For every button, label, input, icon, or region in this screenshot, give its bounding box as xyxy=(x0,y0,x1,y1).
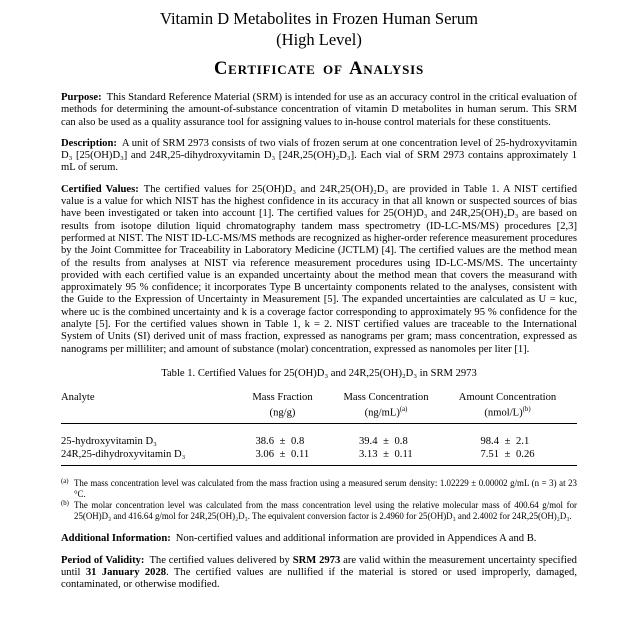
footnote-ref-a: (a) xyxy=(399,406,408,414)
mass-concentration-value: 3.13 ± 0.11 xyxy=(358,449,413,461)
table-body xyxy=(61,424,577,465)
validity-date: 31 January 2028 xyxy=(85,567,167,579)
amount-concentration-value: 7.51 ± 0.26 xyxy=(480,449,535,461)
plus-minus: ± xyxy=(279,449,286,461)
footnote-b-marker: (b) xyxy=(61,500,69,508)
analyte-name: 25-hydroxyvitamin D₃ xyxy=(61,436,157,448)
table-header-row xyxy=(61,392,577,425)
period-of-validity-label: Period of Validity: xyxy=(61,554,145,566)
certified-values-label: Certified Values: xyxy=(61,183,139,195)
footnote-ref-b: (b) xyxy=(522,406,531,414)
mass-concentration-value: 39.4 ± 0.8 xyxy=(358,436,408,448)
srm-number: SRM 2973 xyxy=(292,554,341,566)
table-row xyxy=(61,449,577,462)
mass-fraction-value: 3.06 ± 0.11 xyxy=(255,449,310,461)
table-footnotes xyxy=(61,478,577,523)
period-of-validity-paragraph: Period of Validity: The certified values delivered by SRM 2973 are valid within the measurement uncertainty specified until 31 January 2028. The certified values are nullified if the material is stored or used improperly, damaged, contaminated, or otherwise modified. xyxy=(61,554,577,591)
document-title-line2: (High Level) xyxy=(276,30,362,49)
purpose-label: Purpose: xyxy=(61,92,102,103)
document-title-line1: Vitamin D Metabolites in Frozen Human Serum xyxy=(160,9,478,28)
mass-fraction-value: 38.6 ± 0.8 xyxy=(255,436,305,448)
table-header-mass-concentration: Mass Concentration $(ng/mL)^{(a)}$ xyxy=(343,391,429,419)
plus-minus: ± xyxy=(504,449,511,461)
footnote-a-text: The mass concentration level was calculated from the mass fraction using a measured serum density: 1.02229 ± 0.00002 g/mL (n = 3) at 23 °C. xyxy=(74,477,577,499)
footnote-b xyxy=(61,500,577,522)
footnote-a-marker: (a) xyxy=(61,477,69,485)
table-header-mass-fraction: Mass Fraction (ng/g) xyxy=(252,391,313,419)
analyte-name: 24R,25-dihydroxyvitamin D₃ xyxy=(61,449,186,461)
table-header-analyte: Analyte xyxy=(61,391,95,403)
additional-information-label: Additional Information: xyxy=(61,533,171,545)
amount-concentration-value: 98.4 ± 2.1 xyxy=(480,436,530,448)
document-title xyxy=(61,8,577,50)
certified-values-paragraph xyxy=(61,184,577,356)
additional-information-paragraph xyxy=(61,533,577,545)
table-caption: Table 1. Certified Values for 25(OH)D₃ and 24R,25(OH)₂D₃ in SRM 2973 xyxy=(161,367,477,379)
plus-minus: ± xyxy=(383,449,389,461)
plus-minus: ± xyxy=(504,436,511,448)
plus-minus: ± xyxy=(383,436,389,448)
footnote-b-text: The molar concentration level was calculated from the mass concentration level using the relative molecular mass of 400.64 g/mol for 25(OH)D₃ and 416.64 g/mol for 24R,25(OH)₂D₃. The equivalent conversion factor is 2.4960 for 25(OH)D₃ and 2.4002 for 24R,25(OH)₂D₃. xyxy=(74,500,577,522)
purpose-text: This Standard Reference Material (SRM) is intended for use as an accuracy control in the critical evaluation of methods for determining the amount-of-substance concentration of vitamin D metabolites in human serum. This SRM can also be used as a quality assurance tool for assigning values to in-house control materials for these constituents. xyxy=(61,92,577,128)
description-paragraph xyxy=(61,138,577,175)
purpose-paragraph xyxy=(61,92,577,129)
footnote-a xyxy=(61,478,577,500)
table-row xyxy=(61,436,577,449)
description-label: Description: xyxy=(61,137,117,149)
certified-values-text: The certified values for 25(OH)D₃ and 24R,25(OH)₂D₃ are provided in Table 1. A NIST certified value is a value for which NIST has the highest confidence in its accuracy in that all known or suspected sources of bias have been investigated or taken into account [1]. The certified values for 25(OH)D₃ and 24R,25(OH)₂D₃ are based on results from isotope dilution liquid chromatography tandem mass spectrometry (ID-LC-MS/MS) procedures [2,3] performed at NIST. The NIST ID-LC-MS/MS methods are recognized as higher-order reference measurement procedures by the Joint Committee for Traceability in Laboratory Medicine (JCTLM) [4]. The certified values are the method mean of the results from analyses at NIST via reference measurement procedures using ID-LC-MS/MS. The uncertainty provided with each certified value is an expanded uncertainty about the method mean that covers the measurand with approximately 95 % confidence; it incorporates Type B uncertainty components related to the analyses, consistent with the Guide to the Expression of Uncertainty in Measurement [5]. The expanded uncertainties are calculated as U = kuc, where uc is the combined uncertainty and k is a coverage factor corresponding to approximately 95 % confidence for the analyte [5]. For the certified values shown in Table 1, k = 2. NIST certified values are traceable to the International System of Units (SI) derived unit of mass fraction, expressed as nanograms per gram; mass concentration, expressed as nanograms per milliliter; and amount of substance (molar) concentration, expressed as nanomoles per liter [1]. xyxy=(61,183,577,355)
description-text: A unit of SRM 2973 consists of two vials of frozen serum at one concentration level of 25-hydroxyvitamin D₃ [25(OH)D₃] and 24R,25-dihydroxyvitamin D₃ [24R,25(OH)₂D₃]. Each vial of SRM 2973 contains approximately 1 mL of serum. xyxy=(61,137,577,174)
certified-values-table xyxy=(61,392,577,466)
certificate-heading: Certificate of Analysis xyxy=(213,59,425,79)
table-header-amount-concentration: Amount Concentration (nmol/L)$^{(b)}$ xyxy=(458,391,557,419)
additional-information-text: Non-certified values and additional information are provided in Appendices A and B. xyxy=(175,533,537,545)
plus-minus: ± xyxy=(279,436,286,448)
